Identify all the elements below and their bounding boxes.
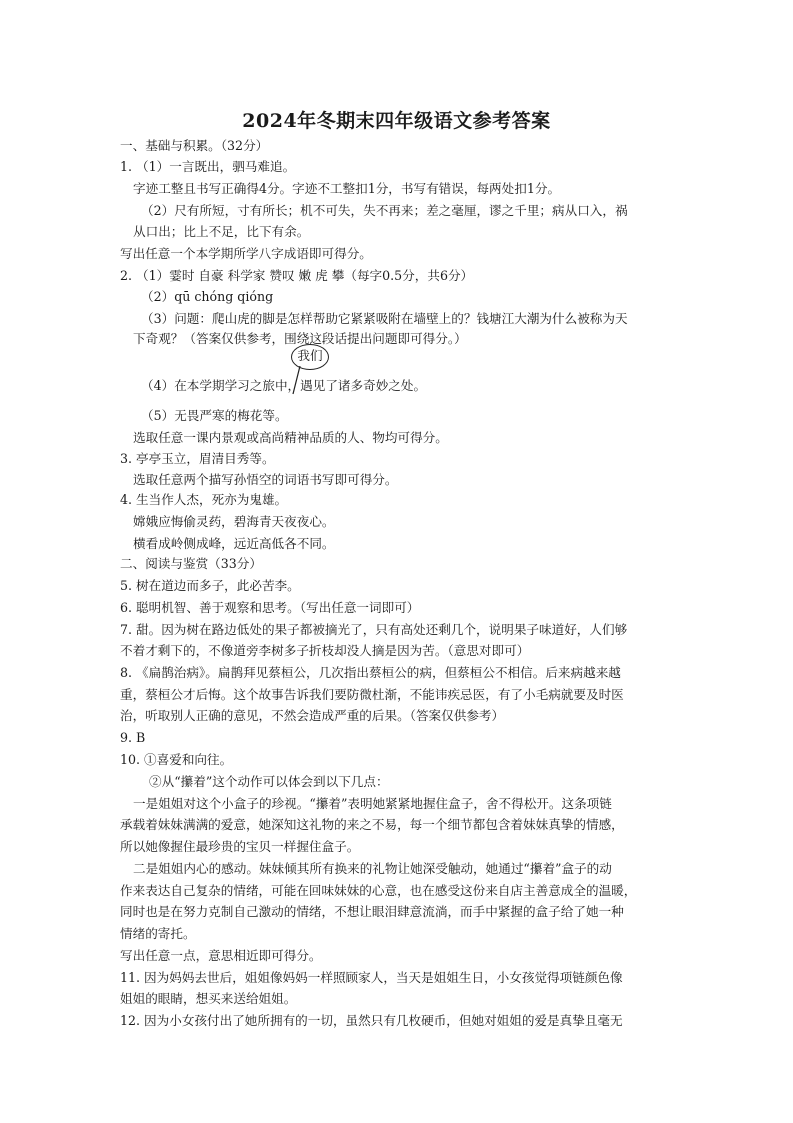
answer-line: 写出任意一点，意思相近即可得分。 <box>120 948 322 963</box>
answer-line: 不着才剩下的，不像道旁李树多子折枝却没人摘是因为苦。（意思对即可） <box>120 643 530 658</box>
answer-line: （2）qū chóng qióng <box>141 289 274 304</box>
answer-line: 二是姐姐内心的感动。妹妹倾其所有换来的礼物让她深受触动，她通过“攥着”盒子的动 <box>133 861 612 876</box>
answer-line: 下奇观？（答案仅供参考，围绕这段话提出问题即可得分。） <box>133 331 467 346</box>
answer-line: 10. ①喜爱和向往。 <box>120 752 233 767</box>
answer-line: 2. （1）霎时 自豪 科学家 赞叹 嫩 虎 攀（每字0.5分，共6分） <box>120 268 474 283</box>
answer-line: 3. 亭亭玉立，眉清目秀等。 <box>120 451 275 466</box>
answer-line: 选取任意一课内景观或高尚精神品质的人、物均可得分。 <box>133 430 448 445</box>
section-heading-basics: 一、基础与积累。（32分） <box>120 138 269 153</box>
answer-line: 6. 聪明机智、善于观察和思考。（写出任意一词即可） <box>120 600 420 615</box>
answer-line: 5. 树在道边而多子，此必苦李。 <box>120 578 300 593</box>
answer-line: 7. 甜。因为树在路边低处的果子都被摘光了，只有高处还剩几个，说明果子味道好，人们够 <box>120 622 628 637</box>
answer-line: 1. （1）一言既出，驷马难追。 <box>120 159 296 174</box>
answer-line: ②从“攥着”这个动作可以体会到以下几点： <box>149 774 389 789</box>
page-title: 2024年冬期末四年级语文参考答案 <box>242 110 551 132</box>
answer-line: 重，蔡桓公才后悔。这个故事告诉我们要防微杜渐，不能讳疾忌医，有了小毛病就要及时医 <box>120 687 624 702</box>
answer-line: 从口出；比上不足，比下有余。 <box>133 224 310 239</box>
insertion-callout-text: 我们 <box>297 348 323 363</box>
answer-line: （3）问题：爬山虎的脚是怎样帮助它紧紧吸附在墙壁上的？钱塘江大潮为什么被称为天 <box>141 311 628 326</box>
section-heading-reading: 二、阅读与鉴赏（33分） <box>120 556 262 571</box>
answer-line: 同时也是在努力克制自己激动的情绪，不想让眼泪肆意流淌，而手中紧握的盒子给了她一种 <box>120 904 624 919</box>
answer-line: （4）在本学期学习之旅中，遇见了诸多奇妙之处。 <box>141 378 427 393</box>
answer-line: 12. 因为小女孩付出了她所拥有的一切，虽然只有几枚硬币，但她对姐姐的爱是真挚且毫无 <box>120 1013 623 1028</box>
answer-line: 选取任意两个描写孙悟空的词语书写即可得分。 <box>133 472 398 487</box>
answer-line: 作来表达自己复杂的情绪，可能在回味妹妹的心意，也在感受这份来自店主善意成全的温暖， <box>120 883 637 898</box>
answer-line: 11. 因为妈妈去世后，姐姐像妈妈一样照顾家人，当天是姐姐生日，小女孩觉得项链颜色像 <box>120 970 623 985</box>
answer-line: 承载着妹妹满满的爱意，她深知这礼物的来之不易，每一个细节都包含着妹妹真挚的情感， <box>120 817 624 832</box>
answer-line: 一是姐姐对这个小盒子的珍视。“攥着”表明她紧紧地握住盒子，舍不得松开。这条项链 <box>133 796 612 811</box>
answer-line: 9. B <box>120 730 146 745</box>
answer-line: 所以她像握住最珍贵的宝贝一样握住盒子。 <box>120 839 360 854</box>
answer-line: （5）无畏严寒的梅花等。 <box>141 408 288 423</box>
answer-line: 字迹工整且书写正确得4分。字迹不工整扣1分，书写有错误，每两处扣1分。 <box>133 181 561 196</box>
answer-line: 写出任意一个本学期所学八字成语即可得分。 <box>120 246 372 261</box>
answer-line: 姐姐的眼睛，想买来送给姐姐。 <box>120 991 297 1006</box>
answer-line: 治，听取别人正确的意见，不然会造成严重的后果。（答案仅供参考） <box>120 708 505 723</box>
answer-line: 嫦娥应悔偷灵药，碧海青天夜夜心。 <box>133 514 335 529</box>
answer-line: 4. 生当作人杰，死亦为鬼雄。 <box>120 492 288 507</box>
answer-line: 横看成岭侧成峰，远近高低各不同。 <box>133 536 335 551</box>
answer-line: （2）尺有所短，寸有所长；机不可失，失不再来；差之毫厘，谬之千里；病从口入，祸 <box>141 203 628 218</box>
answer-line: 情绪的寄托。 <box>120 926 196 941</box>
answer-line: 8. 《扁鹊治病》。扁鹊拜见蔡桓公，几次指出蔡桓公的病，但蔡桓公不相信。后来病越来越 <box>120 665 621 680</box>
